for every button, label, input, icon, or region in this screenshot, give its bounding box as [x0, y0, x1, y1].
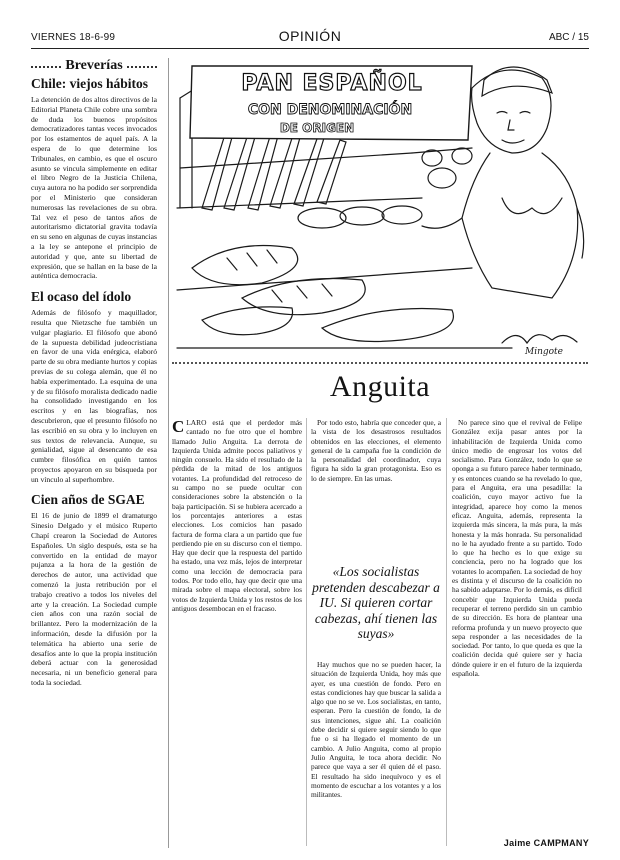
article-column-1 — [172, 418, 302, 846]
breverias-kicker — [31, 58, 157, 74]
article-col1-text: LARO está que el perdedor más cantado no fue otro que el hombre llamado Julio Anguita. La derrota de Izquierda Unida admite pocos paliativos y ningún consuelo. Ha sido el resultado de la pérdida de la mitad de los antiguos votantes. La profundidad del retroceso de su campo no se puede ocultar con consideraciones sobre la abstención o la baja participación. Si se hubiera acercado a los porcentajes anteriores a estas elecciones. Los comicios han pasado factura de forma clara a un partido que fue perdiendo pie en su discurso con el tiempo. Hay que decir que la respuesta del partido ha estado, una vez más, lejos de interpretar como una lección de democracia para todos. Por todo ello, hay que decir que una mirada sobre el mapa electoral, sobre los votos de Izquierda Unida y los restos de los antiguos desembocan en el fracaso. — [172, 418, 302, 613]
brief-title-sgae: Cien años de SGAE — [31, 492, 145, 508]
drop-cap: C — [172, 418, 185, 436]
kicker-label: Breverías — [65, 58, 123, 73]
cartoon-sign — [190, 66, 472, 140]
column-rule-2 — [446, 418, 447, 846]
sign-line-2: CON DENOMINACIÓN — [247, 102, 413, 118]
issue-date: VIERNES 18-6-99 — [31, 32, 116, 43]
breverias-column — [31, 58, 157, 848]
article-column-2-top — [311, 418, 441, 558]
cartoon-signature: Mingote — [524, 347, 564, 357]
brief-title-chile: Chile: viejos hábitos — [31, 76, 149, 91]
kicker-dots-left — [31, 66, 61, 68]
article-col2-text: Por todo esto, habría que conceder que, a la vista de los desastrosos resultados obtenidos en las elecciones, el elemento general de la campaña fue la condición de la personalidad del coordinador, cuya figura ha sido la gran protagonista. Eso es lo de siempre. En las urnas. — [311, 418, 441, 483]
column-divider — [168, 58, 169, 848]
column-rule-1 — [306, 418, 307, 846]
brief-body-sgae: El 16 de junio de 1899 el dramaturgo Sinesio Delgado y el músico Ruperto Chapí crearon la Sociedad de Autores Españoles. Un siglo después, esta se ha convertido en la entidad de mayor pujanza a la hora de la gestión de derechos de autor, una actividad que comenzó la justa retribución por el trabajo creativo a todos los niveles del arte y la creación. La Sociedad cumple cien años con una razón social de brillantez. Pero la modernización de la información, desde la difusión por la telemática ha abierto una serie de desafíos ante lo que la propia institución deberá actuar con la generosidad necesaria, ni un beneficio general para toda la sociedad. — [31, 511, 157, 688]
article-title: Anguita — [329, 370, 431, 403]
brief-body-idolo: Además de filósofo y maquillador, resulta que Nietzsche fue también un vulgar plagiario. El filósofo que abonó de la supuesta debilidad judeocristiana en favor de una vida enérgica, elaboró parte de su obra mediante hurtos y copias previas de su colega alemán, que él no había experimentado. La esquina de una y de su filósofo moralista dedicado nadie ha consolidado investigando en los escritos y en las biografías, nos descubrieron, que el presunto filósofo no las escribió en su obra y lo incluyen en sus textos de relevancia. Aunque, su genialidad, sigue al desencanto de esa cumbre filosófica en quién tantos proyectos apoyaron en su búsqueda por un vínculo al superhombre. — [31, 308, 157, 484]
header-rule — [31, 48, 589, 49]
article-column-2-bottom — [311, 660, 441, 846]
sign-line-3: DE ORIGEN — [279, 121, 355, 135]
brief-title-idolo: El ocaso del ídolo — [31, 289, 132, 305]
kicker-dots-right — [127, 66, 157, 68]
pull-quote: «Los socialistas pretenden descabezar a IU. Si quieren cortar cabezas, ahí tienen las suyas» — [312, 564, 440, 641]
editorial-cartoon — [172, 58, 588, 358]
title-dotted-rule — [172, 362, 588, 364]
sign-line-1: PAN ESPAÑOL — [241, 71, 423, 96]
page-folio: ABC / 15 — [548, 32, 589, 43]
article-col2b-text: Hay muchos que no se pueden hacer, la situación de Izquierda Unida, hoy más que ayer, es una cuestión de fondo. Pero en estas condiciones hay que buscar la salida a algo que no se ve. Los socialistas, en tanto, esperan. Pero la cuestión de fondo, la de sus intenciones, sigue ahí. La coalición debe decidir si quiere seguir siendo lo que fue o si ha llegado el momento de un cambio. A Julio Anguita, como al propio Julio Anguita, le toca ahora decidir. No parece que vaya a ser él quien dé el paso. El resultado ha sido inequívoco y es el momento de escuchar a los votantes y a los militantes. — [311, 660, 441, 800]
page-header — [31, 28, 589, 50]
brief-body-chile: La detención de dos altos directivos de la Editorial Planeta Chile cobre una sombra de duda los buenos propósitos democratizadores tantas veces invocados por los estamentos de aquel país. A la espera de lo que determine los Tribunales, en cambio, es que el oscuro asunto se vincula simplemente en editar el libro Negro de la Justicia Chilena, cuya autora no ha podido ser sorprendida por el Ministerio que consideran numerosas las revelaciones de su obra. Tal vez el peso de tantos años de autoritarismo dictatorial gravita todavía en su seno en algunas de cuyas instancias a la ley se antepone el principio de autoridad y que, ante su libertad de expresión, que se hallan en la base de la auténtica democracia. — [31, 95, 157, 281]
article-column-3 — [452, 418, 582, 846]
article-col3-text: No parece sino que el revival de Felipe González exija pasar antes por la inhabilitación de Izquierda Unida como único medio de engrosar los votos del socialismo. Para González, todo lo que se oponga a su futuro parece haber terminado, y es entonces cuando se ha revelado lo que, para el Anguita, era una pesadilla: la coalición, cuyo mayor activo fue la integridad, aparece hoy como la menos eficaz. Anguita, además, representa la izquierda más sincera, la más pura, la más honesta y la más honrada. Su personalidad no le ha ayudado frente a su partido. Todo lo que ha hecho es lo que exige su conciencia, pero no ha logrado que los votantes lo acompañen. La sociedad de hoy es distinta y el discurso de la coalición no ha sabido adaptarse. Por lo demás, es difícil concebir que Izquierda Unida pueda recuperar el terreno perdido sin un cambio de su dirección. Es hora de plantear una reforma profunda y un nuevo proyecto que sepa responder a las necesidades de la sociedad. Por tanto, lo que queda es que la coalición decida qué quiere ser y hacia dónde quiere ir en el futuro de la izquierda española. — [452, 418, 582, 679]
section-title: OPINIÓN — [278, 28, 342, 44]
author-byline: Jaime CAMPMANY — [503, 838, 589, 848]
